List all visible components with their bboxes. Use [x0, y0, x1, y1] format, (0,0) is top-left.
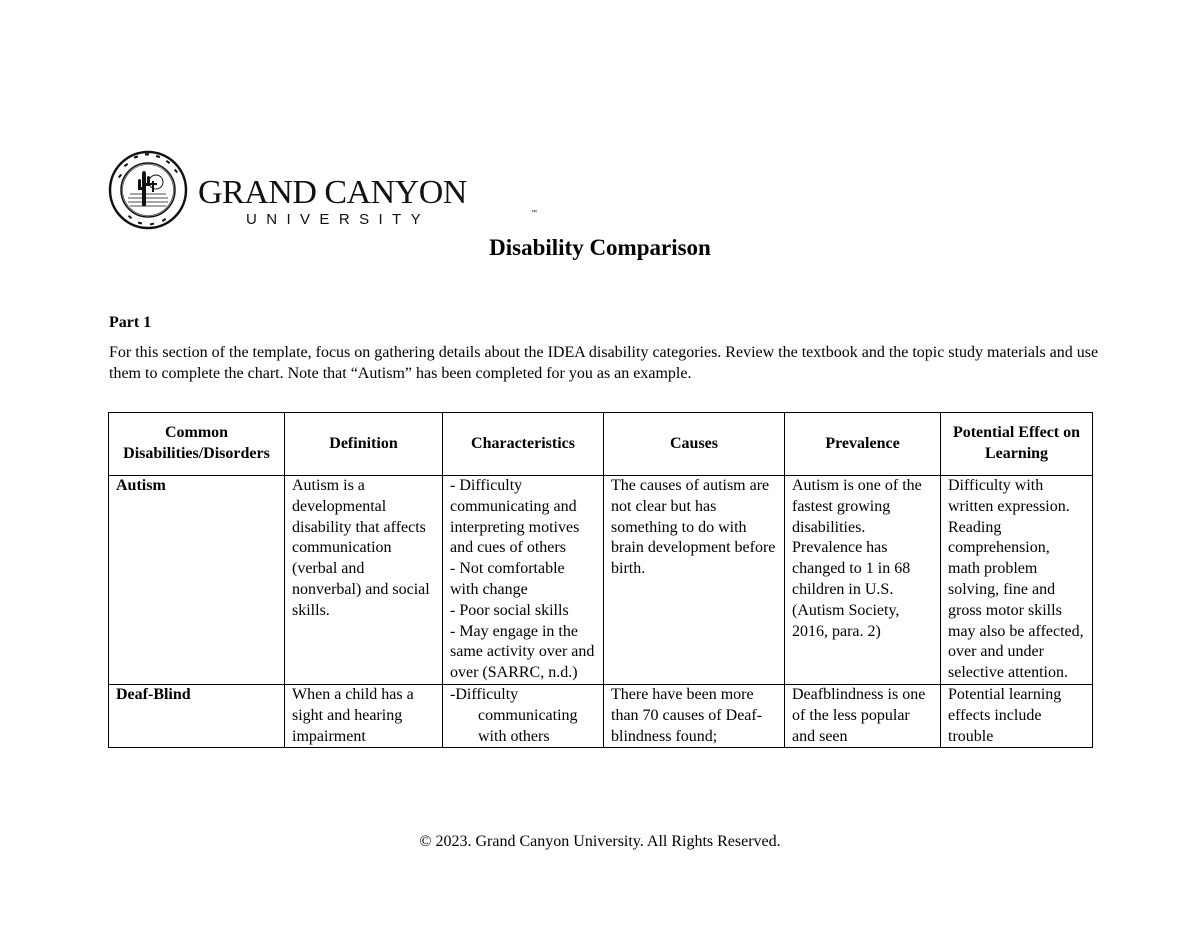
header-causes: Causes	[604, 413, 785, 476]
cell-causes: The causes of autism are not clear but has something to do with brain development before birth.	[604, 476, 785, 685]
cell-characteristics	[443, 684, 604, 747]
copyright-footer: © 2023. Grand Canyon University. All Rights Reserved.	[419, 833, 781, 850]
header-potential-effect: Potential Effect on Learning	[941, 413, 1093, 476]
cell-text: When a child has a sight and hearing impairment	[292, 685, 414, 745]
gcu-logo	[108, 150, 537, 232]
logo-trademark: ™	[531, 210, 537, 216]
characteristic-text: -Difficulty communicating with others	[450, 685, 578, 745]
cell-definition: Autism is a developmental disability that affects communication (verbal and nonverbal) and social skills.	[285, 476, 443, 685]
table-header-row	[109, 413, 1093, 476]
characteristic-item: - May engage in the same activity over and over (SARRC, n.d.)	[450, 622, 595, 682]
cell-text: There have been more than 70 causes of Deaf-blindness found;	[611, 685, 763, 745]
part-heading: Part 1	[109, 314, 152, 331]
logo-wordmark: GRAND CANYON	[198, 174, 467, 211]
university-seal-icon	[108, 150, 188, 230]
disability-comparison-table	[108, 412, 1093, 748]
characteristic-item	[450, 685, 596, 747]
header-definition: Definition	[285, 413, 443, 476]
cell-causes	[604, 684, 785, 747]
header-common-disabilities: Common Disabilities/Disorders	[109, 413, 285, 476]
logo-subtitle: UNIVERSITY	[246, 211, 431, 228]
characteristic-item: - Not comfortable with change	[450, 560, 565, 598]
intro-paragraph: For this section of the template, focus on gathering details about the IDEA disability categories. Review the textbook and the topic study materials and use them to complete the chart. Note that “Autism” has been completed for you as an example.	[109, 344, 1099, 382]
characteristic-item: - Poor social skills	[450, 601, 569, 619]
characteristic-item: - Difficulty communicating and interpreting motives and cues of others	[450, 477, 580, 557]
cell-effect: Difficulty with written expression. Reading comprehension, math problem solving, fine and gross motor skills may also be affected, over and under selective attention.	[941, 476, 1093, 685]
header-characteristics: Characteristics	[443, 413, 604, 476]
cell-disability	[109, 684, 285, 747]
cell-definition	[285, 684, 443, 747]
cell-disability: Autism	[109, 476, 285, 685]
cell-effect	[941, 684, 1093, 747]
document-title: Disability Comparison	[489, 235, 711, 260]
table-row-autism	[109, 476, 1093, 685]
cell-text: Potential learning effects include trouble	[948, 685, 1062, 745]
cell-prevalence	[785, 684, 941, 747]
cell-characteristics	[443, 476, 604, 685]
cell-text: Deaf-Blind	[116, 685, 191, 703]
header-prevalence: Prevalence	[785, 413, 941, 476]
cell-text: Deafblindness is one of the less popular and seen	[792, 685, 926, 745]
cell-prevalence: Autism is one of the fastest growing disabilities. Prevalence has changed to 1 in 68 children in U.S. (Autism Society, 2016, para. 2)	[785, 476, 941, 685]
table-row-deaf-blind	[109, 684, 1093, 747]
